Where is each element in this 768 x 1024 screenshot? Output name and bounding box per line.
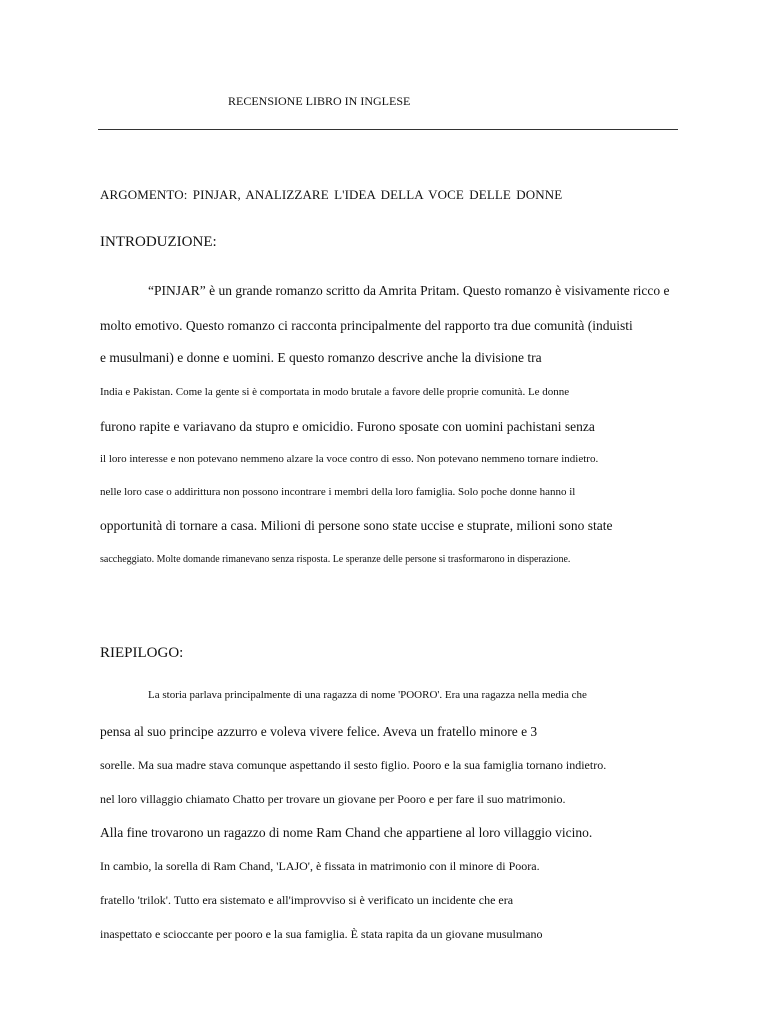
summary-line: nel loro villaggio chiamato Chatto per trovare un giovane per Pooro e per fare il suo matrimonio. <box>100 792 566 806</box>
document-title: RECENSIONE LIBRO IN INGLESE <box>228 94 411 108</box>
summary-line: pensa al suo principe azzurro e voleva vivere felice. Aveva un fratello minore e 3 <box>100 724 538 739</box>
intro-line: e musulmani) e donne e uomini. E questo romanzo descrive anche la divisione tra <box>100 350 542 365</box>
summary-line: inaspettato e scioccante per pooro e la sua famiglia. È stata rapita da un giovane musulmano <box>100 927 543 941</box>
intro-line: saccheggiato. Molte domande rimanevano senza risposta. Le speranze delle persone si trasformarono in disperazione. <box>100 554 571 565</box>
intro-line: “PINJAR” è un grande romanzo scritto da Amrita Pritam. Questo romanzo è visivamente ricco e <box>148 283 670 298</box>
intro-line: opportunità di tornare a casa. Milioni di persone sono state uccise e stuprate, milioni sono state <box>100 518 613 533</box>
intro-line: nelle loro case o addirittura non possono incontrare i membri della loro famiglia. Solo poche donne hanno il <box>100 486 576 498</box>
summary-line: fratello 'trilok'. Tutto era sistemato e all'improvviso si è verificato un incidente che era <box>100 893 514 907</box>
summary-line: La storia parlava principalmente di una ragazza di nome 'POORO'. Era una ragazza nella media che <box>148 689 587 701</box>
summary-line: Alla fine trovarono un ragazzo di nome Ram Chand che appartiene al loro villaggio vicino. <box>100 825 593 840</box>
intro-line: molto emotivo. Questo romanzo ci racconta principalmente del rapporto tra due comunità (induisti <box>100 318 633 333</box>
summary-line: sorelle. Ma sua madre stava comunque aspettando il sesto figlio. Pooro e la sua famiglia tornano indietro. <box>100 758 607 772</box>
intro-line: India e Pakistan. Come la gente si è comportata in modo brutale a favore delle proprie comunità. Le donne <box>100 386 570 398</box>
summary-line: In cambio, la sorella di Ram Chand, 'LAJO', è fissata in matrimonio con il minore di Poora. <box>100 859 540 873</box>
intro-line: il loro interesse e non potevano nemmeno alzare la voce contro di esso. Non potevano nemmeno tornare indietro. <box>100 453 599 465</box>
intro-line: furono rapite e variavano da stupro e omicidio. Furono sposate con uomini pachistani senza <box>100 419 595 434</box>
topic-line: ARGOMENTO: PINJAR, ANALIZZARE L'IDEA DELLA VOCE DELLE DONNE <box>100 187 563 202</box>
summary-heading: RIEPILOGO: <box>100 645 184 661</box>
introduction-heading: INTRODUZIONE: <box>100 234 217 250</box>
title-divider <box>98 129 678 130</box>
